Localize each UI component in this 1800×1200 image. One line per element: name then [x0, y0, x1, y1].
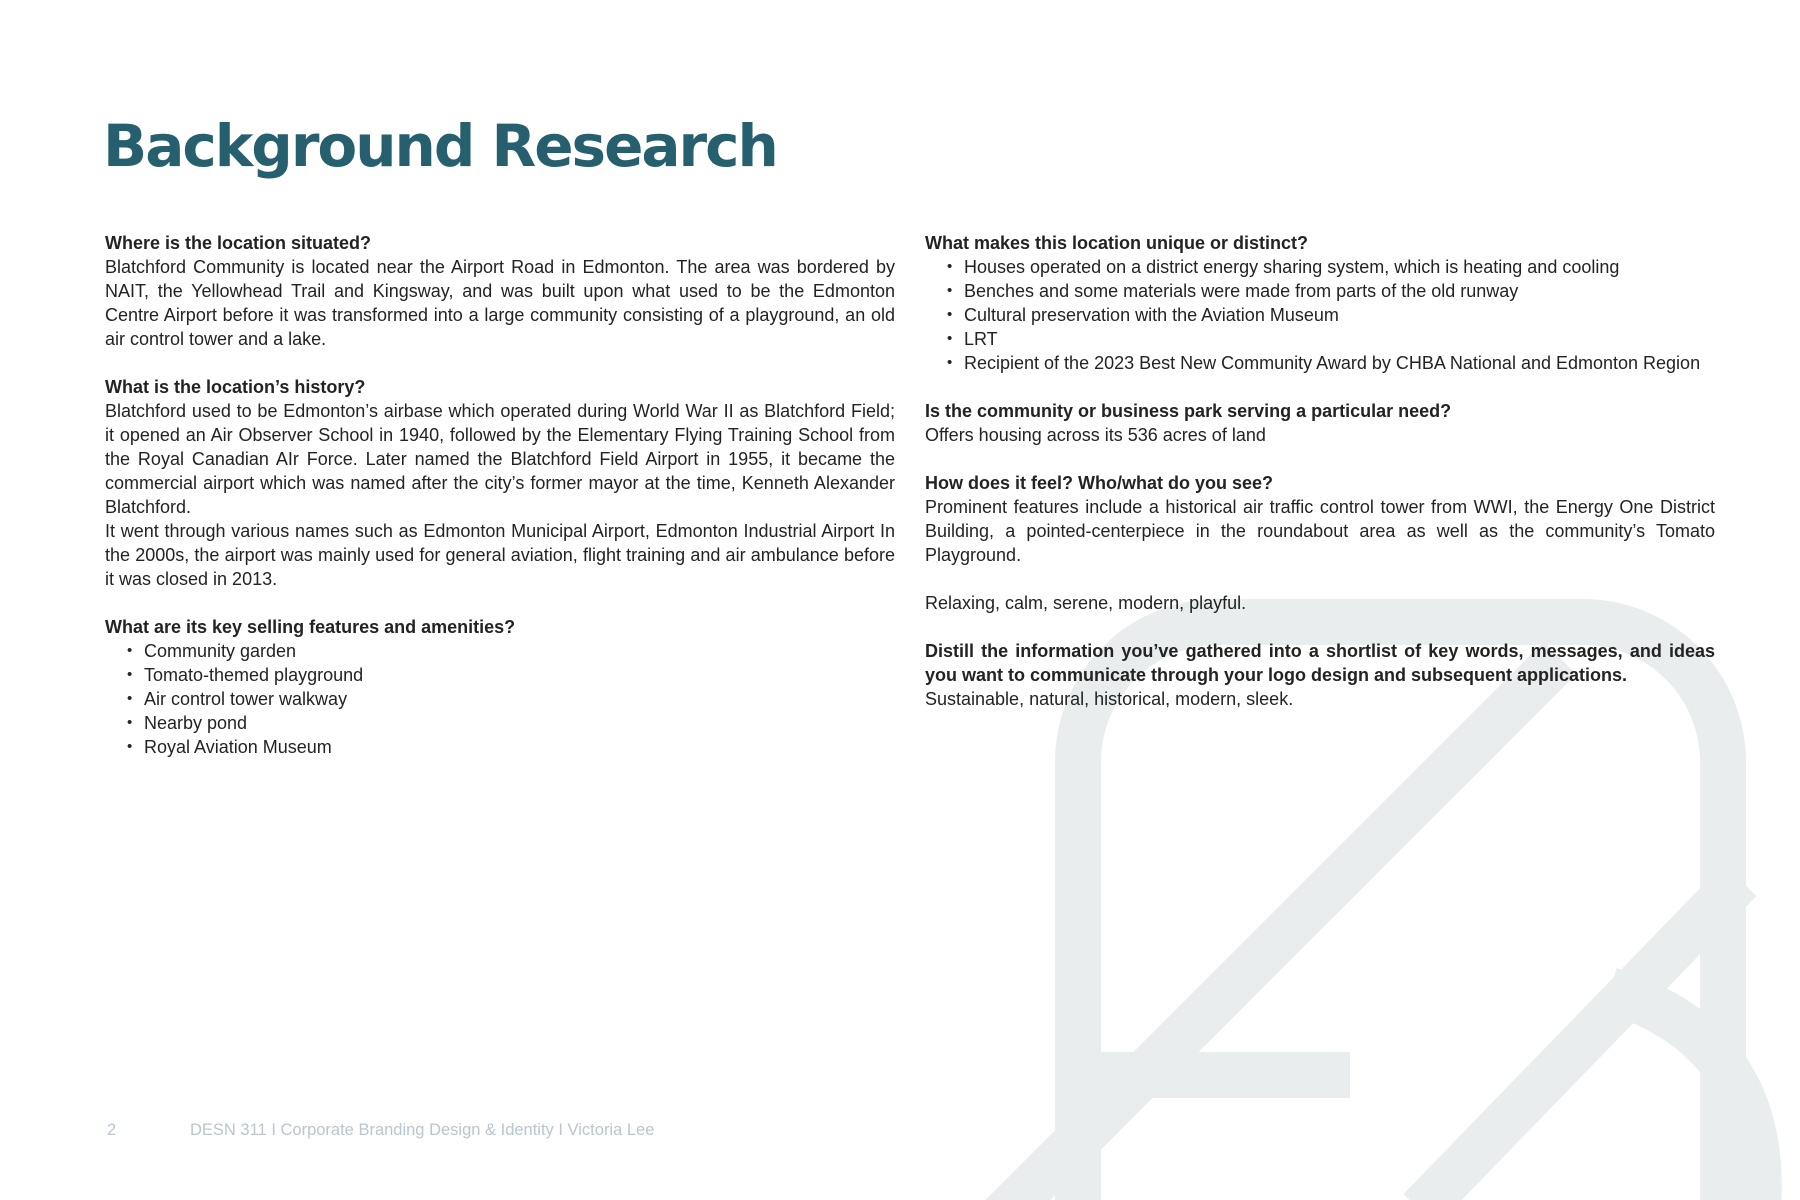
- answer-bullet-list: [925, 255, 1715, 375]
- answer-paragraph: Sustainable, natural, historical, modern, sleek.: [925, 689, 1294, 709]
- question-heading: Where is the location situated?: [105, 233, 372, 253]
- question-section: [925, 471, 1715, 615]
- bullet-item: • Community garden: [127, 639, 895, 663]
- bullet-item: • Houses operated on a district energy sharing system, which is heating and cooling: [947, 255, 1715, 279]
- answer-bullet-list: [105, 639, 895, 759]
- page-number: 2: [107, 1121, 117, 1139]
- bullet-item: • Tomato-themed playground: [127, 663, 895, 687]
- answer-paragraph: Blatchford Community is located near the Airport Road in Edmonton. The area was bordered by NAIT, the Yellowhead Trail and Kingsway, and was built upon what used to be the Edmonton Centre Airport before it was transformed into a large community consisting of a playground, an old air control tower and a lake.: [105, 257, 895, 349]
- left-column: [105, 231, 895, 783]
- bullet-item: • Benches and some materials were made from parts of the old runway: [947, 279, 1715, 303]
- bullet-item: • LRT: [947, 327, 1715, 351]
- question-heading: How does it feel? Who/what do you see?: [925, 473, 1274, 493]
- question-section: [925, 399, 1715, 447]
- question-heading: Distill the information you’ve gathered into a shortlist of key words, messages, and ideas you want to communicate through your logo design and subsequent applications.: [925, 641, 1715, 685]
- answer-paragraph: Relaxing, calm, serene, modern, playful.: [925, 593, 1247, 613]
- question-section: [105, 375, 895, 591]
- bullet-item: • Recipient of the 2023 Best New Community Award by CHBA National and Edmonton Region: [947, 351, 1715, 375]
- question-heading: What is the location’s history?: [105, 377, 366, 397]
- right-column: [925, 231, 1715, 783]
- footer-credit: DESN 311 I Corporate Branding Design & Identity I Victoria Lee: [190, 1121, 655, 1139]
- bullet-item: • Nearby pond: [127, 711, 895, 735]
- question-heading: What makes this location unique or distinct?: [925, 233, 1309, 253]
- answer-paragraph: It went through various names such as Edmonton Municipal Airport, Edmonton Industrial Airport In the 2000s, the airport was mainly used for general aviation, flight training and air ambulance before it was closed in 2013.: [105, 521, 895, 589]
- question-heading: Is the community or business park serving a particular need?: [925, 401, 1452, 421]
- content-columns: [105, 231, 1715, 783]
- answer-paragraph: Offers housing across its 536 acres of land: [925, 425, 1266, 445]
- question-section: [925, 231, 1715, 375]
- page-title: Background Research: [103, 112, 777, 180]
- question-section: [925, 639, 1715, 711]
- bullet-item: • Royal Aviation Museum: [127, 735, 895, 759]
- bullet-item: • Air control tower walkway: [127, 687, 895, 711]
- answer-paragraph: Blatchford used to be Edmonton’s airbase which operated during World War II as Blatchford Field; it opened an Air Observer School in 1940, followed by the Elementary Flying Training School from the Royal Canadian AIr Force. Later named the Blatchford Field Airport in 1955, it became the commercial airport which was named after the city’s former mayor at the time, Kenneth Alexander Blatchford.: [105, 401, 895, 517]
- answer-paragraph: Prominent features include a historical air traffic control tower from WWI, the Energy One District Building, a pointed-centerpiece in the roundabout area as well as the community’s Tomato Playground.: [925, 497, 1715, 565]
- bullet-item: • Cultural preservation with the Aviation Museum: [947, 303, 1715, 327]
- question-heading: What are its key selling features and amenities?: [105, 617, 516, 637]
- page-footer: [0, 1121, 1800, 1145]
- question-section: [105, 615, 895, 759]
- question-section: [105, 231, 895, 351]
